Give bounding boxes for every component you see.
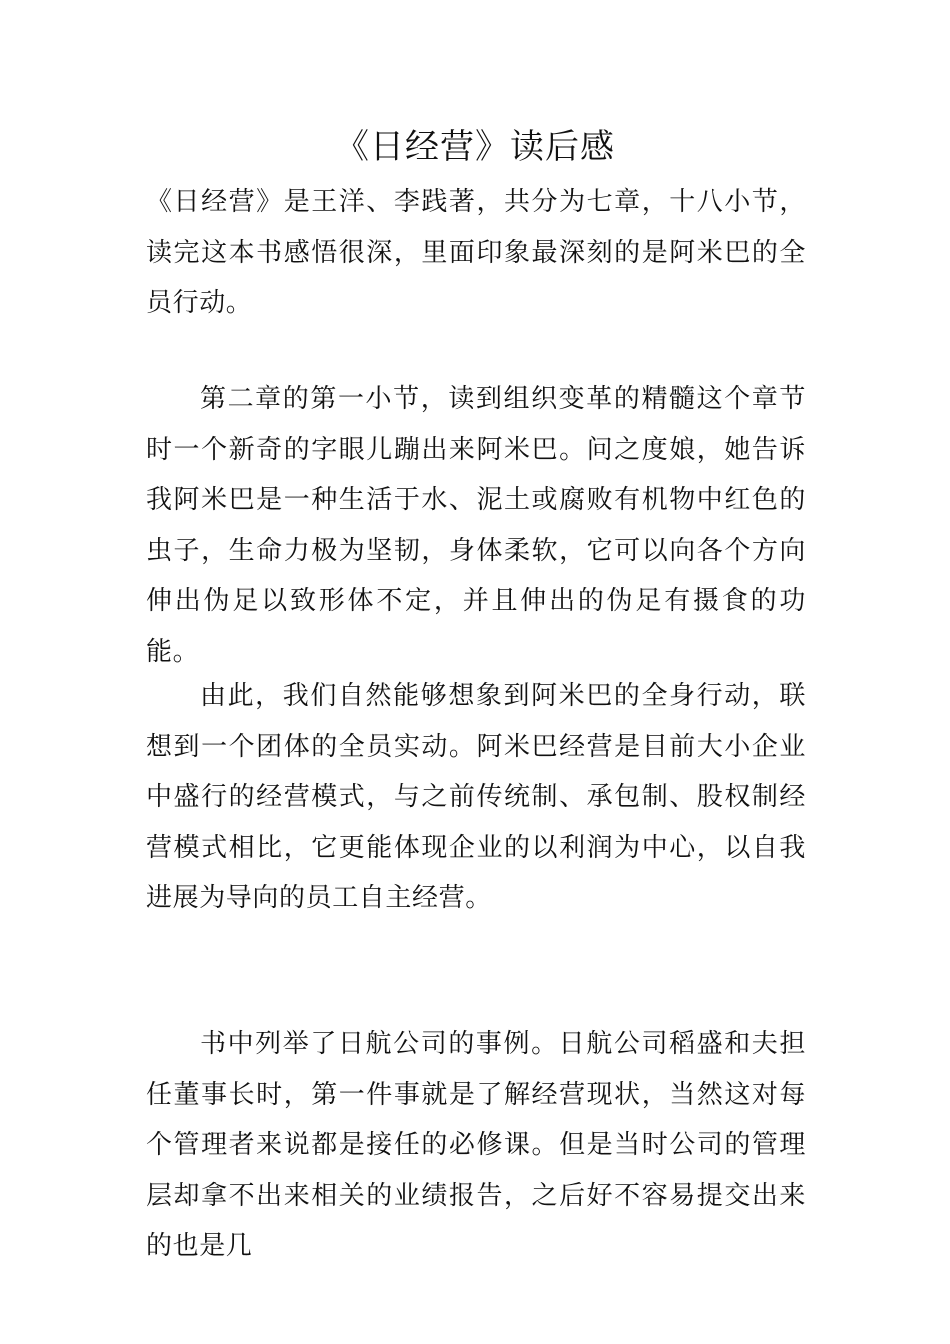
- document-title: 《日经营》读后感: [335, 127, 615, 167]
- paragraph-1: 《日经营》是王洋、李践著，共分为七章，十八小节，读完这本书感悟很深，里面印象最深刻的是阿米巴的全员行动。: [146, 187, 806, 318]
- paragraph-3: 由此，我们自然能够想象到阿米巴的全身行动，联想到一个团体的全员实动。阿米巴经营是目前大小企业中盛行的经营模式，与之前传统制、承包制、股权制经营模式相比，它更能体现企业的以利润为中心，以自我进展为导向的员工自主经营。: [146, 681, 806, 913]
- paragraph-4: 书中列举了日航公司的事例。日航公司稻盛和夫担任董事长时，第一件事就是了解经营现状，当然这对每个管理者来说都是接任的必修课。但是当时公司的管理层却拿不出来相关的业绩报告，之后好不容易提交出来的也是几: [146, 1029, 806, 1261]
- paragraph-2: 第二章的第一小节，读到组织变革的精髓这个章节时一个新奇的字眼儿蹦出来阿米巴。问之度娘，她告诉我阿米巴是一种生活于水、泥土或腐败有机物中红色的虫子，生命力极为坚韧，身体柔软，它可以向各个方向伸出伪足以致形体不定，并且伸出的伪足有摄食的功能。: [146, 384, 806, 667]
